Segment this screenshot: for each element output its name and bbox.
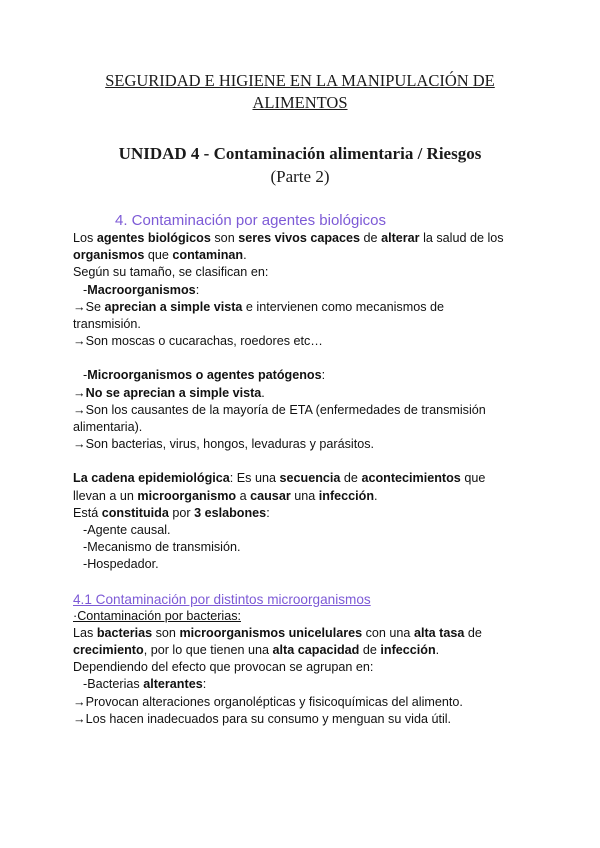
macro-point-1-cont: transmisión. [73,317,141,332]
spacer [73,350,533,367]
spacer [73,574,533,591]
document-title-line2: ALIMENTOS [252,93,348,112]
intro-line-2: organismos que contaminan. [73,248,247,263]
section-4-1-heading: 4.1 Contaminación por distintos microorganismos [73,591,371,607]
chain-link-2: -Mecanismo de transmisión. [83,540,241,555]
title-block [40,70,560,188]
intro-line-1: Los agentes biológicos son seres vivos capaces de alterar la salud de los [73,231,504,245]
micro-point-2-cont: alimentaria). [73,420,143,435]
macro-point-2: →Son moscas o cucarachas, roedores etc… [73,334,323,349]
document-content [73,211,533,728]
bacteria-grouping: Dependiendo del efecto que provocan se agrupan en: [73,660,374,675]
bacteria-line-2: crecimiento, por lo que tienen una alta capacidad de infección. [73,643,440,658]
micro-point-1: →No se aprecian a simple vista. [73,385,265,400]
unit-title-line1: UNIDAD 4 - Contaminación alimentaria / Riesgos [118,144,482,163]
document-title-line1: SEGURIDAD E HIGIENE EN LA MANIPULACIÓN DE [105,71,495,90]
chain-line-3: Está constituida por 3 eslabones: [73,505,270,520]
macro-point-1: →Se aprecian a simple vista e intervienen como mecanismos de [73,299,445,314]
unit-title [40,142,560,188]
unit-title-line2: (Parte 2) [270,167,330,186]
bacteria-subheading: ·Contaminación por bacterias: [73,608,241,623]
micro-heading: -Microorganismos o agentes patógenos: [83,368,326,383]
alterantes-heading: -Bacterias alterantes: [83,677,207,692]
alterantes-point-2: →Los hacen inadecuados para su consumo y menguan su vida útil. [73,711,452,726]
bacteria-line-1: Las bacterias son microorganismos unicelulares con una alta tasa de [73,625,482,640]
macro-heading: -Macroorganismos: [83,282,200,297]
spacer [73,453,533,470]
micro-point-3: →Son bacterias, virus, hongos, levaduras y parásitos. [73,437,375,452]
document-title [40,70,560,114]
chain-link-1: -Agente causal. [83,523,171,538]
chain-line-1: La cadena epidemiológica: Es una secuencia de acontecimientos que [73,471,486,486]
section-4-heading: 4. Contaminación por agentes biológicos [115,212,387,229]
chain-link-3: -Hospedador. [83,557,159,572]
size-classification: Según su tamaño, se clasifican en: [73,265,269,280]
alterantes-point-1: →Provocan alteraciones organolépticas y fisicoquímicas del alimento. [73,694,463,709]
micro-point-2: →Son los causantes de la mayoría de ETA (enfermedades de transmisión [73,402,486,417]
chain-line-2: llevan a un microorganismo a causar una infección. [73,488,378,503]
